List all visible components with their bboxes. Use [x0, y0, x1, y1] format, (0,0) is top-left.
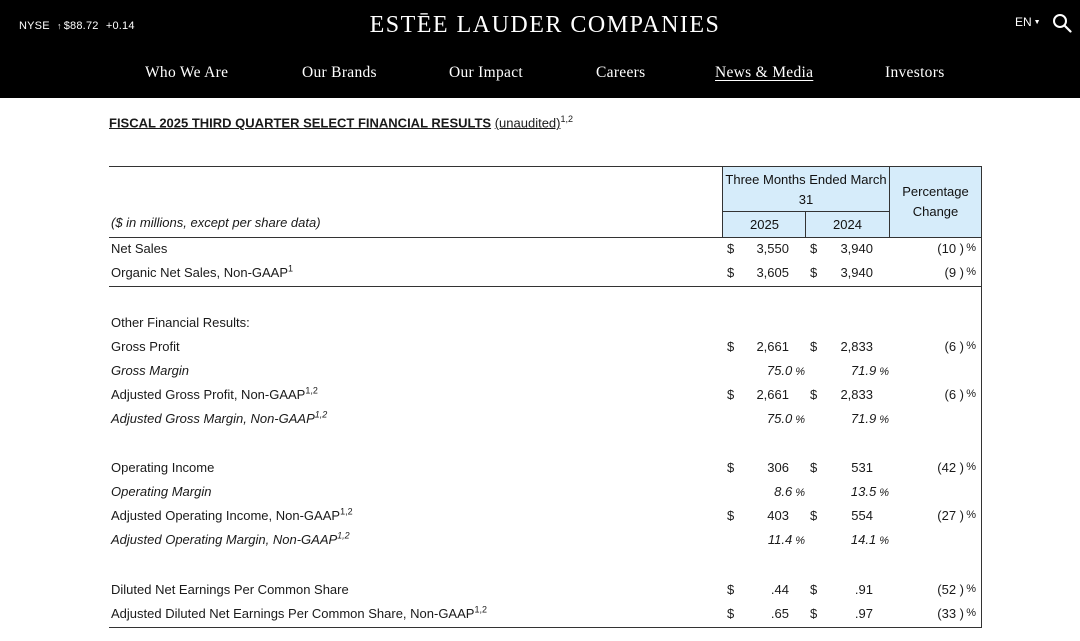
results-title [109, 114, 573, 130]
margin-2025: 75.0 % [766, 411, 805, 426]
dollar-sign: $ [810, 339, 818, 354]
margin-2024: 13.5 % [850, 484, 889, 499]
ticker-price: $88.72 [63, 20, 99, 32]
dollar-sign: $ [810, 241, 818, 256]
pct-change: (9 ) [944, 265, 964, 280]
margin-2025: 11.4 % [767, 532, 805, 547]
row-label: Adjusted Operating Income, Non-GAAP$^{1,2}$ [111, 506, 353, 523]
table-row-adjusted-operating-margin [109, 530, 982, 552]
nav-careers[interactable]: Careers [596, 64, 646, 81]
value-2024: .91 [854, 582, 873, 597]
dollar-sign: $ [810, 460, 818, 475]
value-2025: .65 [770, 606, 789, 621]
row-label: Net Sales [111, 241, 168, 256]
margin-2024: 14.1 % [850, 532, 889, 547]
value-2024: 554 [851, 508, 873, 523]
pct-sign: % [966, 340, 976, 352]
ticker-exchange: NYSE [19, 20, 50, 32]
nav-our-impact[interactable]: Our Impact [449, 64, 524, 81]
main-nav [0, 64, 1080, 84]
search-icon[interactable] [1052, 13, 1072, 33]
column-header-2025: 2025 [750, 217, 779, 232]
results-title-footnote: 1,2 [560, 114, 574, 124]
pct-sign: % [966, 388, 976, 400]
pct-change: (6 ) [944, 387, 964, 402]
value-2025: 3,605 [756, 265, 789, 280]
dollar-sign: $ [727, 460, 735, 475]
pct-change: (52 ) [937, 582, 964, 597]
dollar-sign: $ [810, 606, 818, 621]
value-2024: 2,833 [840, 339, 873, 354]
dollar-sign: $ [810, 582, 818, 597]
row-label: Operating Income [111, 460, 215, 475]
table-bottom-border [109, 627, 982, 628]
row-label: Gross Margin [111, 363, 190, 378]
margin-2024: 71.9 % [850, 363, 889, 378]
results-title-main: FISCAL 2025 THIRD QUARTER SELECT FINANCIAL RESULTS [109, 115, 492, 131]
nav-investors[interactable]: Investors [885, 64, 945, 81]
value-2025: 3,550 [756, 241, 789, 256]
section-divider [109, 286, 982, 287]
dollar-sign: $ [727, 606, 735, 621]
table-row-diluted-eps [109, 580, 982, 602]
period-header-divider [723, 211, 889, 212]
value-2025: 2,661 [756, 387, 789, 402]
table-row-organic-net-sales [109, 263, 982, 285]
units-label: ($ in millions, except per share data) [111, 215, 321, 230]
row-label: Operating Margin [111, 484, 212, 499]
margin-2024: 71.9 % [850, 411, 889, 426]
pct-change-header: Percentage Change [902, 184, 969, 219]
nav-who-we-are[interactable]: Who We Are [145, 64, 229, 81]
pct-change: (33 ) [937, 606, 964, 621]
table-row-adjusted-operating-income [109, 506, 982, 528]
caret-down-icon: ▼ [1033, 19, 1041, 26]
pct-change: (6 ) [944, 339, 964, 354]
margin-2025: 8.6 % [774, 484, 805, 499]
arrow-up-icon: ↑ [57, 21, 62, 31]
pct-sign: % [966, 583, 976, 595]
dollar-sign: $ [727, 339, 735, 354]
dollar-sign: $ [727, 265, 735, 280]
dollar-sign: $ [810, 265, 818, 280]
value-2024: 2,833 [840, 387, 873, 402]
header-bottom-border [109, 237, 982, 238]
nav-news-media[interactable]: News & Media [715, 64, 814, 81]
ticker-change: +0.14 [105, 20, 135, 32]
dollar-sign: $ [727, 582, 735, 597]
margin-2025: 75.0 % [766, 363, 805, 378]
table-row-adjusted-gross-profit [109, 385, 982, 407]
period-header: Three Months Ended March 31 [725, 172, 887, 207]
table-row-operating-margin [109, 482, 982, 504]
dollar-sign: $ [727, 241, 735, 256]
row-label: Adjusted Gross Profit, Non-GAAP$^{1,2}$ [111, 385, 318, 402]
dollar-sign: $ [810, 387, 818, 402]
year-divider [805, 211, 806, 238]
row-label: Gross Profit [111, 339, 180, 354]
pct-sign: % [966, 461, 976, 473]
results-title-unaudited: (unaudited) [494, 115, 561, 131]
table-top-border [109, 166, 982, 167]
table-row-adjusted-diluted-eps [109, 604, 982, 626]
table-row-gross-profit [109, 337, 982, 359]
dollar-sign: $ [727, 387, 735, 402]
column-header-2024: 2024 [833, 217, 862, 232]
row-label: Organic Net Sales, Non-GAAP$^1$ [111, 263, 294, 280]
pct-sign: % [966, 242, 976, 254]
table-row-net-sales [109, 239, 982, 261]
pct-sign: % [966, 266, 976, 278]
value-2025: 306 [767, 460, 789, 475]
financial-results-table [109, 166, 982, 629]
table-row-other-results-heading [109, 313, 982, 335]
dollar-sign: $ [810, 508, 818, 523]
value-2024: .97 [854, 606, 873, 621]
pct-left-border [889, 166, 890, 238]
pct-sign: % [966, 607, 976, 619]
table-row-gross-margin [109, 361, 982, 383]
language-label: EN [1015, 15, 1032, 29]
pct-sign: % [966, 509, 976, 521]
language-selector[interactable] [1015, 15, 1041, 29]
row-label: Adjusted Operating Margin, Non-GAAP$^{1,2}$ [111, 530, 350, 547]
company-logo[interactable]: ESTĒE LAUDER COMPANIES [369, 12, 721, 38]
row-label: Adjusted Gross Margin, Non-GAAP$^{1,2}$ [111, 409, 328, 426]
pct-change: (42 ) [937, 460, 964, 475]
nav-our-brands[interactable]: Our Brands [302, 64, 377, 81]
value-2024: 3,940 [840, 265, 873, 280]
table-row-operating-income [109, 458, 982, 480]
pct-change: (27 ) [937, 508, 964, 523]
period-left-border [722, 166, 723, 238]
dollar-sign: $ [727, 508, 735, 523]
pct-change: (10 ) [937, 241, 964, 256]
table-row-adjusted-gross-margin [109, 409, 982, 431]
value-2025: .44 [770, 582, 789, 597]
row-label: Diluted Net Earnings Per Common Share [111, 582, 349, 597]
value-2025: 403 [767, 508, 789, 523]
site-header [0, 0, 1080, 98]
value-2024: 3,940 [840, 241, 873, 256]
row-label: Other Financial Results: [111, 315, 250, 330]
value-2024: 531 [851, 460, 873, 475]
row-label: Adjusted Diluted Net Earnings Per Common Share, Non-GAAP$^{1,2}$ [111, 604, 487, 621]
value-2025: 2,661 [756, 339, 789, 354]
